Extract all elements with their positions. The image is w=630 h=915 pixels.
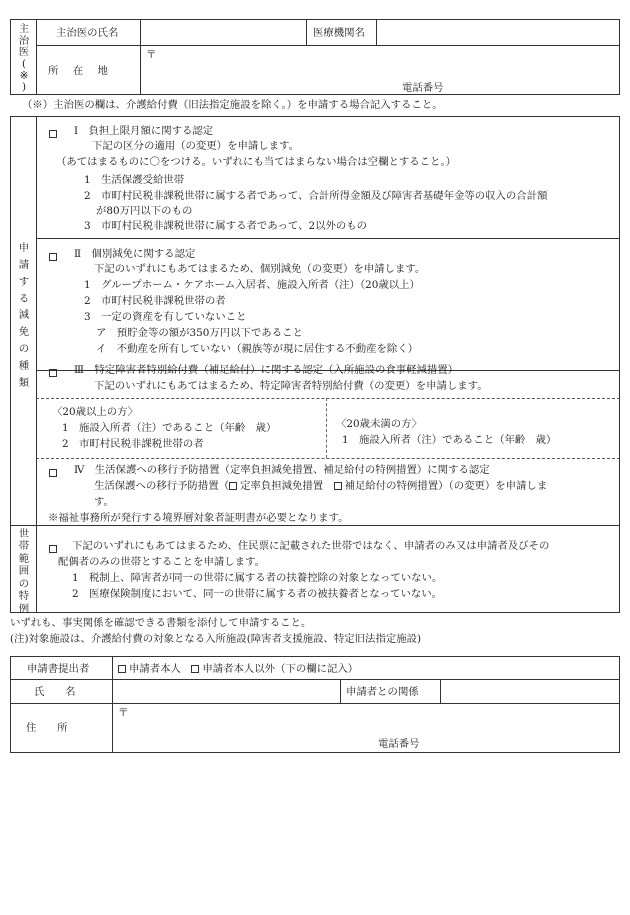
household-side-label: 世 帯 範 囲 の 特 例 [18, 528, 30, 615]
name-field[interactable] [114, 681, 338, 701]
section-2-item3: 3 一定の資産を有していないこと [84, 311, 247, 323]
section-2-item3b: イ 不動産を所有していない（親族等が現に居住する不動産を除く） [96, 343, 419, 355]
option-flat-rate-checkbox[interactable] [229, 482, 237, 490]
section-2-title: Ⅱ 個別減免に関する認定 [74, 248, 196, 260]
name-label: 氏 名 [34, 686, 76, 698]
submitter-other-checkbox[interactable] [191, 665, 199, 673]
section-4-checkbox[interactable] [49, 466, 60, 480]
facility-note: (注)対象施設は、介護給付費の対象となる入所施設(障害者支援施設、特定旧法指定施設) [10, 633, 422, 645]
section-1-item1: 1 生活保護受給世帯 [84, 174, 185, 186]
household-line1-cont: 配偶者のみの世帯とすることを申請します。 [58, 556, 265, 568]
section-1-item2: 2 市町村民税非課税世帯に属する者であって、合計所得金額及び障害者基礎年金等の収入の合計額 [84, 190, 548, 202]
doctor-phone-label: 電話番号 [402, 82, 444, 94]
section-4-line1-prefix: 生活保護への移行予防措置（ [94, 480, 230, 492]
household-line1: 下記のいずれにもあてはまるため、住民票に記載された世帯ではなく、申請者のみ又は申請者及びその [72, 540, 550, 552]
doctor-note: （※）主治医の欄は、介護給付費（旧法指定施設を除く。）を申請する場合記入すること。 [22, 99, 443, 111]
section-3-adult-item1: 1 施設入所者（注）であること（年齢 歳） [62, 422, 277, 434]
option-special-benefit-label: 補足給付の特例措置 [344, 480, 439, 492]
address-label: 住 所 [26, 722, 68, 734]
section-4-line1-suffix: ）（の変更）を申請しま [438, 480, 548, 492]
section-1-item2-cont: が80万円以下のもの [96, 205, 193, 217]
section-1-title: Ⅰ 負担上限月額に関する認定 [74, 125, 214, 137]
section-3-line1: 下記のいずれにもあてはまるため、特定障害者特別給付費（の変更）を申請します。 [94, 380, 488, 392]
doctor-address-label: 所 在 地 [48, 65, 110, 77]
relation-label: 申請者との関係 [346, 686, 419, 698]
section-2-line1: 下記のいずれにもあてはまるため、個別減免（の変更）を申請します。 [94, 263, 426, 275]
section-2-checkbox[interactable] [49, 250, 60, 264]
section-4-title: Ⅳ 生活保護への移行予防措置（定率負担減免措置、補足給付の特例措置）に関する認定 [74, 464, 490, 476]
household-checkbox[interactable] [49, 542, 60, 556]
section-1-checkbox[interactable] [49, 127, 60, 141]
section-2-item1: 1 グループホーム・ケアホーム入居者、施設入所者（注）（20歳以上） [84, 279, 420, 291]
submitter-options [118, 662, 358, 676]
household-item1: 1 税制上、障害者が同一の世帯に属する者の扶養控除の対象となっていない。 [72, 572, 443, 584]
option-special-benefit-checkbox[interactable] [334, 482, 342, 490]
household-item2: 2 医療保険制度において、同一の世帯に属する者の被扶養者となっていない。 [72, 588, 443, 600]
section-4-line1 [94, 479, 547, 493]
submitter-self-label: 申請者本人 [129, 663, 181, 675]
submitter-other-label: 申請者本人以外（下の欄に記入） [202, 663, 359, 675]
doctor-name-label: 主治医の氏名 [56, 27, 119, 39]
section-3-minor-heading: 〈20歳未満の方〉 [336, 418, 422, 430]
section-3-adult-item2: 2 市町村民税非課税世帯の者 [62, 438, 204, 450]
attachment-note: いずれも、事実関係を確認できる書類を添付して申請すること。 [10, 617, 312, 629]
section-1-item3: 3 市町村民税非課税世帯に属する者であって、2以外のもの [84, 220, 368, 232]
relation-field[interactable] [442, 681, 618, 701]
reduction-side-label: 申 請 す る 減 免 の 種 類 [18, 242, 30, 389]
section-1-line2: （あてはまるものに〇をつける。いずれにも当てはまらない場合は空欄とすること。） [56, 156, 457, 168]
institution-field[interactable] [378, 21, 618, 43]
address-field[interactable] [130, 705, 618, 751]
section-3-adult-heading: 〈20歳以上の方〉 [52, 406, 138, 418]
section-3-minor-item1: 1 施設入所者（注）であること（年齢 歳） [342, 434, 557, 446]
section-2-item3a: ア 預貯金等の額が350万円以下であること [96, 327, 303, 339]
doctor-name-field[interactable] [142, 21, 304, 43]
institution-label: 医療機関名 [313, 27, 365, 39]
phone-label: 電話番号 [378, 738, 420, 750]
section-4-note: ※福祉事務所が発行する境界層対象者証明書が必要となります。 [48, 512, 349, 524]
submitter-label: 申請書提出者 [27, 663, 90, 675]
section-3-title: Ⅲ 特定障害者特別給付費（補足給付）に関する認定（入所施設の食事軽減措置） [74, 364, 459, 376]
submitter-self-checkbox[interactable] [118, 665, 126, 673]
doctor-address-field[interactable] [158, 47, 618, 93]
section-4-line1-cont: す。 [94, 496, 114, 508]
section-3-checkbox[interactable] [49, 366, 60, 380]
doctor-postal-mark: 〒 [146, 49, 157, 61]
postal-mark: 〒 [118, 707, 129, 719]
section-1-line1: 下記の区分の適用（の変更）を申請します。 [92, 140, 299, 152]
section-2-item2: 2 市町村民税非課税世帯の者 [84, 295, 226, 307]
doctor-side-label: 主 治 医 ( ※ ) [18, 23, 30, 94]
option-flat-rate-label: 定率負担減免措置 [240, 480, 324, 492]
